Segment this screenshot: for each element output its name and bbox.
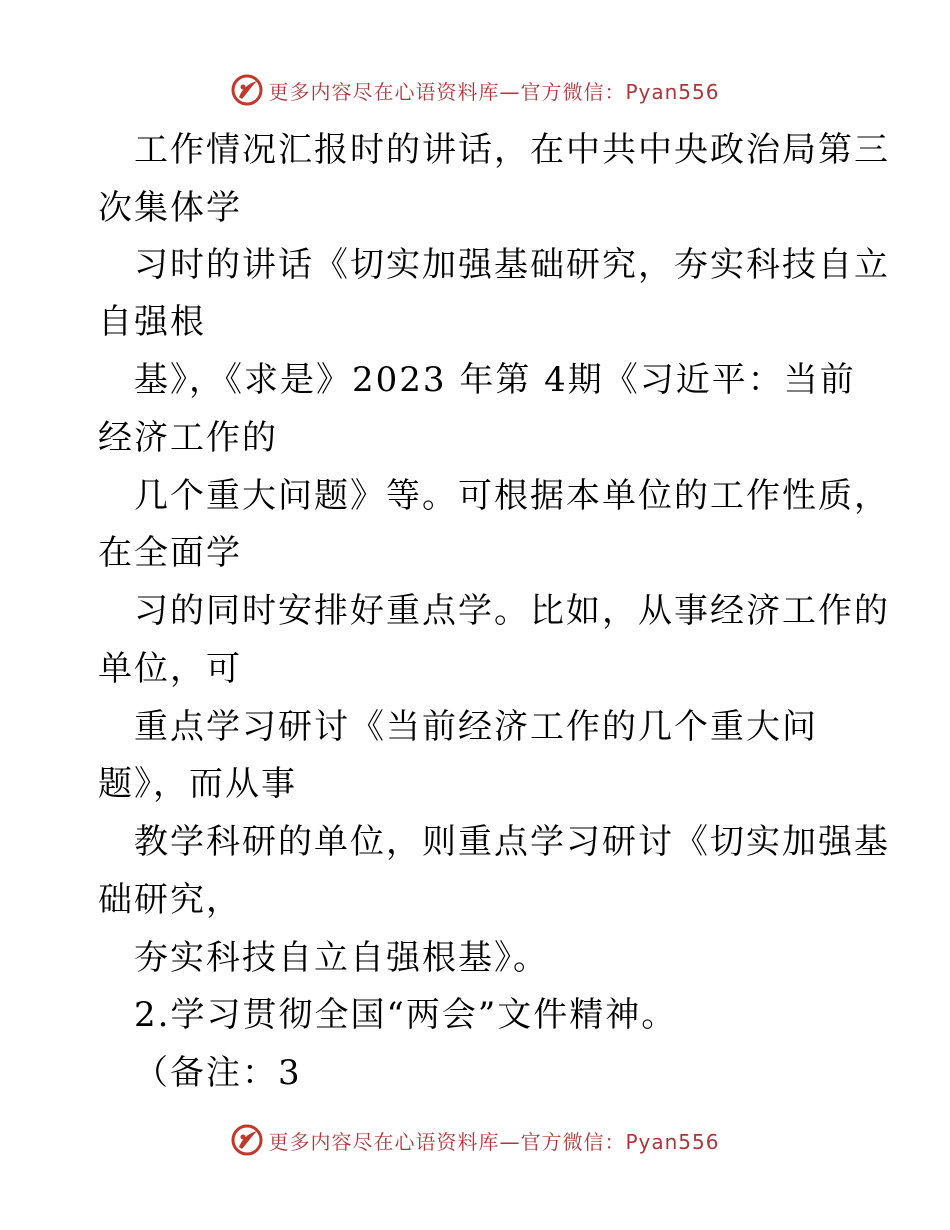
text-line: 夯实科技自立自强根基》。 [134, 938, 549, 978]
header-watermark [0, 70, 950, 110]
footer-watermark [0, 1120, 950, 1160]
text-line: 次集体学 [98, 188, 242, 228]
watermark-text: 更多内容尽在心语资料库—官方微信：Pyan556 [268, 79, 720, 104]
text-line: 2.学习贯彻全国“两会”文件精神。 [134, 995, 678, 1035]
text-line: （备注：3 [134, 1053, 302, 1093]
text-line: 经济工作的 [98, 418, 278, 458]
watermark-text: 更多内容尽在心语资料库—官方微信：Pyan556 [268, 1129, 720, 1154]
text-line: 教学科研的单位，则重点学习研讨《切实加强基 [134, 822, 890, 862]
text-line: 几个重大问题》等。可根据本单位的工作性质， [134, 476, 890, 516]
text-line: 重点学习研讨《当前经济工作的几个重大问 [134, 707, 818, 747]
text-line: 单位，可 [98, 649, 242, 689]
text-line: 在全面学 [98, 533, 242, 573]
text-line: 习时的讲话《切实加强基础研究，夯实科技自立 [134, 245, 890, 285]
text-line: 习的同时安排好重点学。比如，从事经济工作的 [134, 591, 890, 631]
brand-logo-icon [230, 1123, 264, 1157]
brand-logo-icon [230, 73, 264, 107]
text-line: 题》，而从事 [98, 764, 297, 804]
text-line: 基》，《求是》2023 年第 4期《习近平：当前 [134, 360, 856, 400]
text-line: 自强根 [98, 302, 206, 342]
text-line: 工作情况汇报时的讲话，在中共中央政治局第三 [134, 130, 890, 170]
text-line: 础研究， [98, 880, 242, 920]
